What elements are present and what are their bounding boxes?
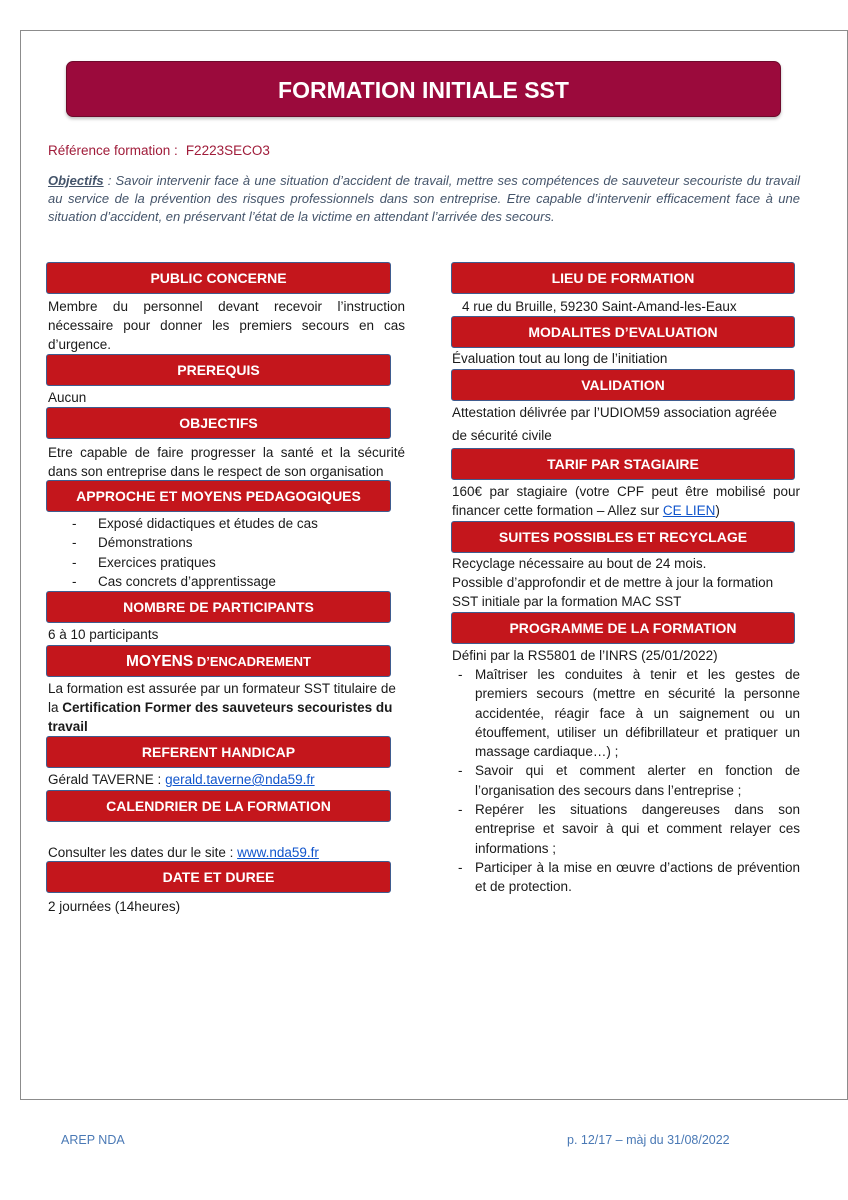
- suites-header: SUITES POSSIBLES ET RECYCLAGE: [451, 521, 795, 553]
- page-title: FORMATION INITIALE SST: [66, 61, 781, 117]
- reference-code: F2223SECO3: [185, 143, 270, 158]
- footer-left: AREP NDA: [61, 1133, 125, 1147]
- validation-line1: Attestation délivrée par l’UDIOM59 association agréée: [452, 405, 777, 420]
- date-header: DATE ET DUREE: [46, 861, 391, 893]
- list-item: - Cas concrets d’apprentissage: [72, 572, 402, 591]
- prerequis-header: PREREQUIS: [46, 354, 391, 386]
- programme-header: PROGRAMME DE LA FORMATION: [451, 612, 795, 644]
- tarif-header: TARIF PAR STAGIAIRE: [451, 448, 795, 480]
- moyens-text-bold: Certification Former des sauveteurs secouristes du travail: [48, 700, 393, 734]
- objectives-intro-label: Objectifs: [48, 173, 104, 188]
- objectives-intro: [48, 172, 800, 226]
- approche-header: APPROCHE ET MOYENS PEDAGOGIQUES: [46, 480, 391, 512]
- suites-line2: Possible d’approfondir et de mettre à jour la formation SST initiale par la formation MAC SST: [452, 575, 774, 609]
- participants-header: NOMBRE DE PARTICIPANTS: [46, 591, 391, 623]
- reference-label: Référence formation :: [48, 143, 178, 158]
- list-item: - Exercices pratiques: [72, 553, 402, 572]
- list-item: - Maîtriser les conduites à tenir et les gestes de premiers secours (mettre en sécurité la personne accidentée, réagir face à un saignement ou un étouffement, utiliser un défibrillateur et pratiquer un massage cardiaque…) ;: [458, 665, 800, 761]
- suites-line1: Recyclage nécessaire au bout de 24 mois.: [452, 556, 707, 571]
- objectives-intro-text: : Savoir intervenir face à une situation d’accident de travail, mettre ses compétences de sauveteur secouriste du travail au service de la prévention des risques professionnels dans son entreprise. Etre capable d’intervenir efficacement face à une situation d’accident, en préservant l’état de la victime en attendant l’arrivée des secours.: [48, 173, 800, 224]
- objectifs-text: Etre capable de faire progresser la santé et la sécurité dans son entreprise dans le respect de son organisation: [48, 445, 405, 479]
- public-text: Membre du personnel devant recevoir l’instruction nécessaire pour donner les premiers secours en cas d’urgence.: [48, 299, 405, 352]
- list-item: - Participer à la mise en œuvre d’actions de prévention et de protection.: [458, 858, 800, 897]
- moyens-header-rest: D’ENCADREMENT: [193, 654, 311, 669]
- public-header: PUBLIC CONCERNE: [46, 262, 391, 294]
- lieu-text: 4 rue du Bruille, 59230 Saint-Amand-les-Eaux: [462, 299, 737, 314]
- tarif-text-block: [452, 482, 800, 520]
- tarif-text: 160€ par stagiaire (votre CPF peut être mobilisé pour financer cette formation – Allez sur: [452, 484, 800, 518]
- calendrier-line: [48, 843, 319, 862]
- programme-list: [458, 665, 800, 897]
- list-item: - Repérer les situations dangereuses dans son entreprise et savoir à qui et comment relayer ces informations ;: [458, 800, 800, 858]
- lieu-header: LIEU DE FORMATION: [451, 262, 795, 294]
- validation-line2: de sécurité civile: [452, 428, 552, 443]
- calendrier-header: CALENDRIER DE LA FORMATION: [46, 790, 391, 822]
- moyens-header: [46, 645, 391, 677]
- referent-header: REFERENT HANDICAP: [46, 736, 391, 768]
- suites-text-block: [452, 554, 802, 611]
- referent-line: [48, 770, 315, 789]
- footer-page-info: p. 12/17 – màj du 31/08/2022: [567, 1133, 730, 1147]
- approche-list: [72, 514, 402, 591]
- referent-email-link[interactable]: gerald.taverne@nda59.fr: [165, 772, 315, 787]
- list-item: - Démonstrations: [72, 533, 402, 552]
- moyens-text: [48, 679, 398, 736]
- moyens-text-regular: La formation est assurée par un formateur SST titulaire de la: [48, 681, 396, 715]
- site-link[interactable]: www.nda59.fr: [237, 845, 319, 860]
- reference-line: [48, 143, 270, 158]
- tarif-text-end: ): [715, 503, 720, 518]
- list-item: - Exposé didactiques et études de cas: [72, 514, 402, 533]
- participants-text: 6 à 10 participants: [48, 627, 159, 642]
- ce-lien-link[interactable]: CE LIEN: [662, 503, 716, 518]
- date-text: 2 journées (14heures): [48, 899, 181, 914]
- referent-name: Gérald TAVERNE :: [48, 772, 162, 787]
- moyens-header-main: MOYENS: [126, 653, 194, 670]
- prerequis-text: Aucun: [48, 390, 87, 405]
- calendrier-text: Consulter les dates dur le site :: [48, 845, 234, 860]
- modalites-header: MODALITES D’EVALUATION: [451, 316, 795, 348]
- list-item: - Savoir qui et comment alerter en fonction de l’organisation des secours dans l’entreprise ;: [458, 761, 800, 800]
- programme-intro: Défini par la RS5801 de l’INRS (25/01/2022): [452, 648, 718, 663]
- validation-header: VALIDATION: [451, 369, 795, 401]
- objectifs-header: OBJECTIFS: [46, 407, 391, 439]
- modalites-text: Évaluation tout au long de l’initiation: [452, 351, 668, 366]
